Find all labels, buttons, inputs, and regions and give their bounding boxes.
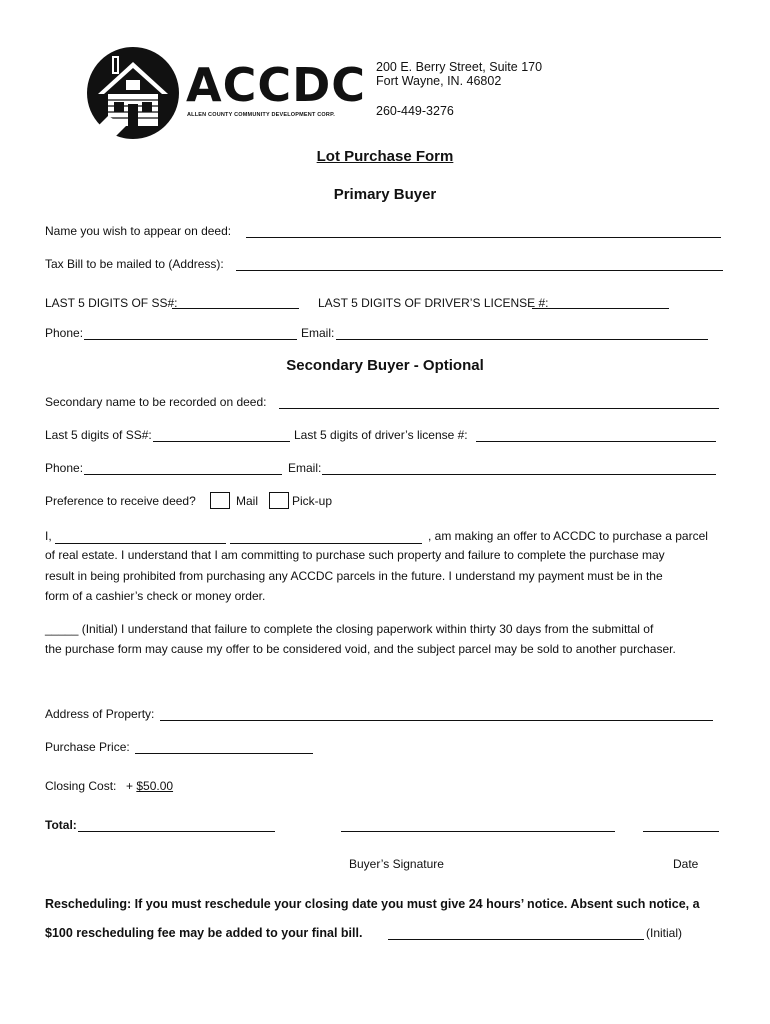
secondary-license-label: Last 5 digits of driver’s license #: (294, 428, 468, 442)
tax-bill-field[interactable] (236, 270, 723, 271)
secondary-email-label: Email: (288, 461, 322, 475)
pickup-checkbox[interactable] (269, 492, 289, 509)
secondary-phone-field[interactable] (84, 474, 282, 475)
signature-label: Buyer’s Signature (349, 857, 444, 871)
form-title: Lot Purchase Form (316, 148, 454, 165)
closing-cost-amount: $50.00 (136, 779, 174, 793)
secondary-deed-field[interactable] (279, 408, 719, 409)
ss-label: LAST 5 DIGITS OF SS#: (45, 296, 178, 310)
rescheduling-label: Rescheduling (45, 897, 127, 911)
logo-tagline: ALLEN COUNTY COMMUNITY DEVELOPMENT CORP. (187, 112, 335, 118)
secondary-email-field[interactable] (322, 474, 716, 475)
property-address-label: Address of Property: (45, 707, 155, 721)
initial-clause-line-1: _____ (Initial) I understand that failure to complete the closing paperwork within thirty 30 days from the submittal of (45, 622, 654, 636)
logo-name: ACCDC (186, 58, 367, 112)
initial-clause-line-2: the purchase form may cause my offer to be considered void, and the subject parcel may be sold to another purchaser. (45, 642, 676, 656)
preference-label: Preference to receive deed? (45, 494, 196, 508)
phone-field[interactable] (84, 339, 297, 340)
pickup-option-label: Pick-up (292, 494, 333, 508)
mail-option-label: Mail (236, 494, 259, 508)
secondary-phone-label: Phone: (45, 461, 84, 475)
secondary-buyer-heading: Secondary Buyer - Optional (286, 357, 484, 374)
rescheduling-line-2: $100 rescheduling fee may be added to your final bill. (45, 926, 363, 940)
agreement-name-field-2[interactable] (230, 543, 422, 544)
signature-field[interactable] (341, 831, 615, 832)
total-label: Total: (45, 818, 77, 832)
deed-name-label: Name you wish to appear on deed: (45, 224, 232, 238)
address-phone: 260-449-3276 (376, 104, 454, 118)
primary-buyer-heading: Primary Buyer (333, 186, 437, 203)
date-field[interactable] (643, 831, 719, 832)
agreement-line-1: , am making an offer to ACCDC to purchase a parcel (428, 529, 708, 543)
secondary-license-field[interactable] (476, 441, 716, 442)
accdc-logo (86, 46, 367, 140)
deed-name-field[interactable] (246, 237, 721, 238)
agreement-line-4: form of a cashier’s check or money order. (45, 589, 266, 603)
total-field[interactable] (78, 831, 275, 832)
mail-checkbox[interactable] (210, 492, 230, 509)
agreement-line-3: result in being prohibited from purchasing any ACCDC parcels in the future. I understand my payment must be in the (45, 569, 663, 583)
agreement-line-2: of real estate. I understand that I am committing to purchase such property and failure to complete the purchase may (45, 548, 665, 562)
address-line-1: 200 E. Berry Street, Suite 170 (376, 60, 543, 74)
rescheduling-text: : If you must reschedule your closing date you must give 24 hours’ notice. Absent such notice, a (126, 897, 700, 911)
rescheduling-initial-field[interactable] (388, 939, 644, 940)
email-field[interactable] (336, 339, 708, 340)
rescheduling-initial-label: (Initial) (646, 926, 683, 940)
agreement-name-field-1[interactable] (55, 543, 226, 544)
license-field[interactable] (532, 308, 669, 309)
tax-bill-label: Tax Bill to be mailed to (Address): (45, 257, 224, 271)
closing-cost-label: Closing Cost: (45, 779, 117, 793)
secondary-ss-field[interactable] (153, 441, 290, 442)
purchase-price-field[interactable] (135, 753, 313, 754)
address-line-2: Fort Wayne, IN. 46802 (376, 74, 502, 88)
house-emblem-icon (86, 46, 180, 140)
closing-cost-value (126, 779, 173, 793)
ss-field[interactable] (172, 308, 299, 309)
date-label: Date (673, 857, 699, 871)
purchase-price-label: Purchase Price: (45, 740, 130, 754)
rescheduling-line-1 (45, 897, 700, 911)
property-address-field[interactable] (160, 720, 713, 721)
license-label: LAST 5 DIGITS OF DRIVER’S LICENSE #: (318, 296, 549, 310)
closing-cost-prefix: + (126, 779, 137, 793)
email-label: Email: (301, 326, 335, 340)
secondary-deed-label: Secondary name to be recorded on deed: (45, 395, 267, 409)
secondary-ss-label: Last 5 digits of SS#: (45, 428, 152, 442)
phone-label: Phone: (45, 326, 84, 340)
agreement-prefix: I, (45, 529, 52, 543)
